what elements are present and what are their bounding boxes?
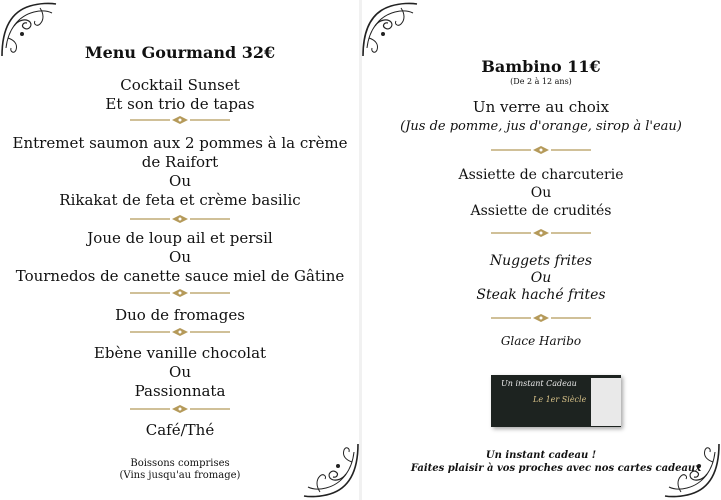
divider-icon	[128, 328, 232, 336]
left-menu-page	[0, 0, 360, 500]
promo-line: Faites plaisir à vos proches avec nos cartes cadeaux	[410, 463, 702, 474]
divider-icon	[128, 289, 232, 297]
menu-line: Joue de loup ail et persil	[87, 229, 273, 247]
divider-icon	[489, 314, 593, 322]
menu-line: Glace Haribo	[500, 334, 582, 348]
right-menu-page	[361, 0, 721, 500]
menu-line: Ou	[530, 185, 552, 201]
menu-line: Steak haché frites	[476, 287, 606, 303]
menu-title: Bambino 11€	[481, 57, 601, 76]
menu-line: Tournedos de canette sauce miel de Gâtine	[15, 267, 345, 285]
menu-line: Assiette de charcuterie	[458, 167, 624, 183]
menu-line: Assiette de crudités	[470, 203, 612, 219]
gift-card-text: Un instant Cadeau	[501, 379, 577, 388]
menu-line: Ou	[169, 363, 191, 381]
menu-line: Et son trio de tapas	[105, 95, 255, 113]
gift-card-brand: Le 1er Siècle	[533, 395, 587, 404]
menu-line: Passionnata	[134, 382, 226, 400]
divider-icon	[128, 215, 232, 223]
menu-line: Ou	[169, 248, 191, 266]
menu-line: Café/Thé	[145, 421, 215, 439]
menu-title: Menu Gourmand 32€	[84, 43, 276, 62]
menu-line: Ebène vanille chocolat	[93, 344, 267, 362]
divider-icon	[128, 116, 232, 124]
menu-line: (Jus de pomme, jus d'orange, sirop à l'eau)	[400, 119, 682, 134]
menu-line: Entremet saumon aux 2 pommes à la crème	[12, 134, 348, 152]
promo-line: Un instant cadeau !	[485, 450, 597, 461]
menu-line: Nuggets frites	[489, 253, 593, 269]
menu-line: Duo de fromages	[115, 306, 245, 324]
menu-line: de Raifort	[141, 153, 219, 171]
menu-line: Un verre au choix	[472, 98, 610, 116]
drinks-note: (Vins jusqu'au fromage)	[119, 470, 241, 481]
divider-icon	[128, 405, 232, 413]
age-note: (De 2 à 12 ans)	[510, 77, 572, 86]
menu-line: Rikakat de feta et crème basilic	[59, 191, 301, 209]
drinks-note: Boissons comprises	[130, 458, 230, 469]
menu-line: Cocktail Sunset	[120, 76, 240, 94]
menu-line: Ou	[530, 270, 552, 286]
divider-icon	[489, 146, 593, 154]
menu-line: Ou	[169, 172, 191, 190]
divider-icon	[489, 229, 593, 237]
corner-ornament-icon	[361, 0, 419, 58]
gift-card-receipt	[591, 378, 621, 426]
